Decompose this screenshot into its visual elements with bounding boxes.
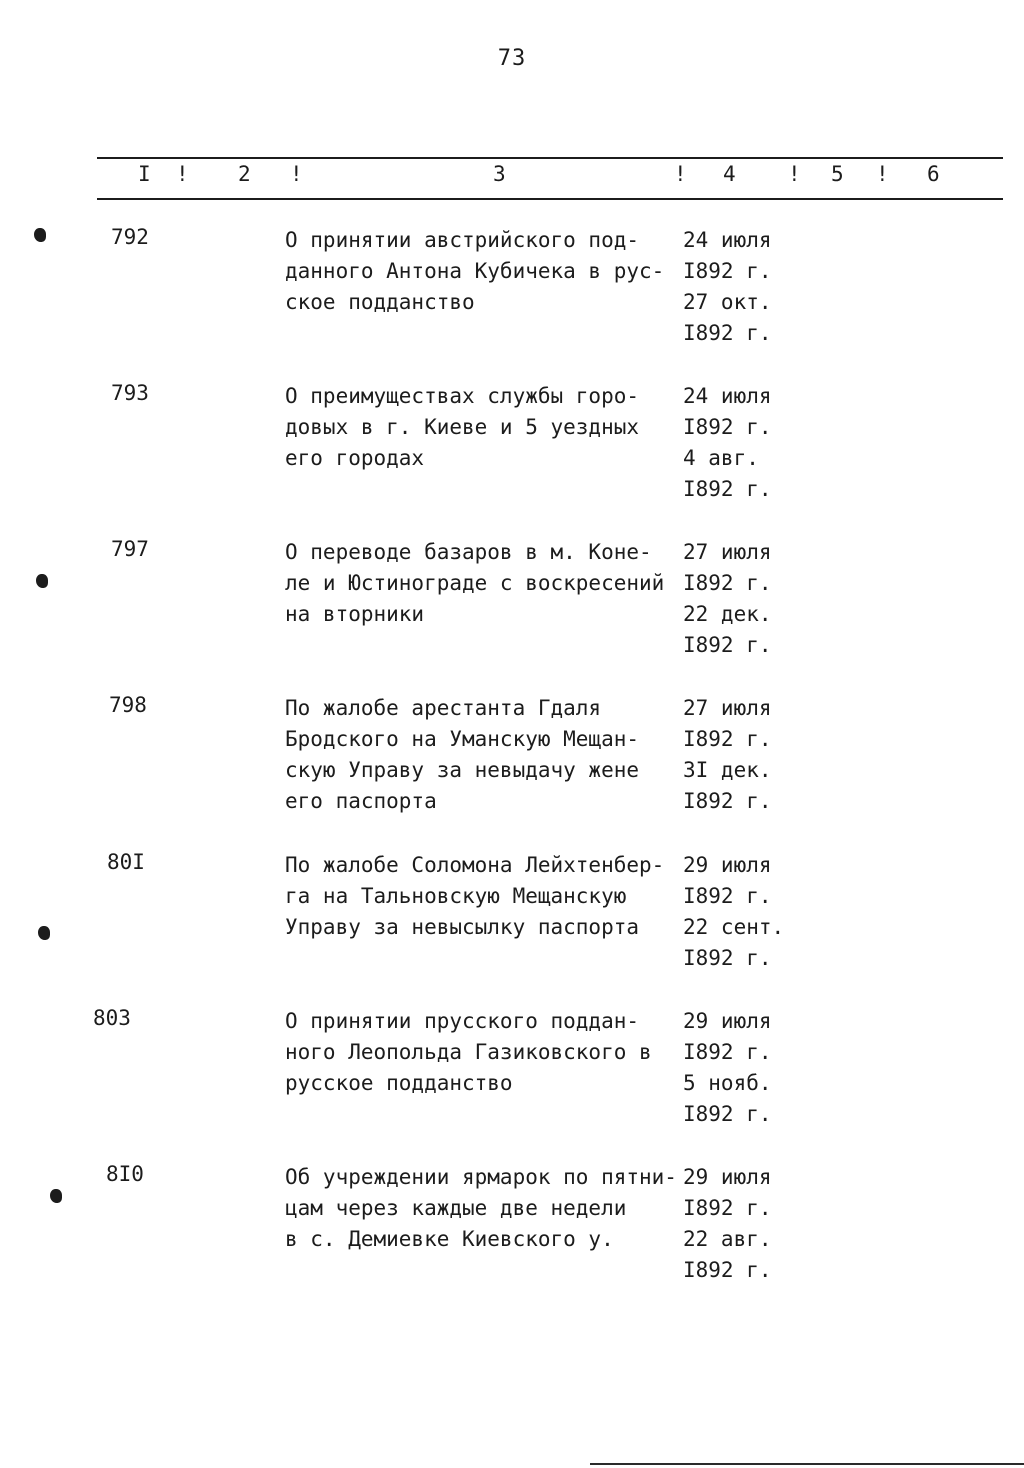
- record-title: О принятии австрийского под- данного Антона Кубичека в рус- ское подданство: [285, 228, 665, 314]
- end-date: 22 сент.: [683, 915, 785, 939]
- start-date: 27 июля: [683, 696, 772, 720]
- end-year: I892 г.: [683, 477, 772, 501]
- end-year: I892 г.: [683, 1258, 772, 1282]
- header-col-1: I: [138, 162, 151, 186]
- header-separator: !: [290, 162, 303, 186]
- record-title: О переводе базаров в м. Коне- ле и Юстинограде с воскресений на вторники: [285, 540, 665, 626]
- table-top-rule: [97, 157, 1003, 159]
- end-year: I892 г.: [683, 321, 772, 345]
- record-number: 803: [93, 1006, 131, 1030]
- start-year: I892 г.: [683, 415, 772, 439]
- record-number: 798: [109, 693, 147, 717]
- record-number: 792: [111, 225, 149, 249]
- record-dates: [683, 381, 813, 505]
- end-date: 5 нояб.: [683, 1071, 772, 1095]
- header-col-2: 2: [238, 162, 251, 186]
- end-date: 22 дек.: [683, 602, 772, 626]
- record-dates: [683, 225, 813, 349]
- end-year: I892 г.: [683, 1102, 772, 1126]
- start-year: I892 г.: [683, 727, 772, 751]
- start-date: 24 июля: [683, 228, 772, 252]
- header-separator: !: [176, 162, 189, 186]
- punch-hole-mark: [38, 926, 50, 940]
- header-col-5: 5: [831, 162, 844, 186]
- punch-hole-mark: [34, 228, 46, 242]
- page-number: 73: [497, 46, 527, 71]
- record-dates: [683, 693, 813, 817]
- header-separator: !: [674, 162, 687, 186]
- record-dates: [683, 850, 813, 974]
- start-year: I892 г.: [683, 1040, 772, 1064]
- start-year: I892 г.: [683, 259, 772, 283]
- start-date: 29 июля: [683, 1165, 772, 1189]
- start-date: 29 июля: [683, 853, 772, 877]
- header-separator: !: [788, 162, 801, 186]
- record-title: О преимуществах службы горо- довых в г. Киеве и 5 уездных его городах: [285, 384, 640, 470]
- punch-hole-mark: [36, 574, 48, 588]
- record-dates: [683, 1006, 813, 1130]
- record-dates: [683, 537, 813, 661]
- end-date: 3I дек.: [683, 758, 772, 782]
- end-date: 4 авг.: [683, 446, 759, 470]
- record-number: 793: [111, 381, 149, 405]
- header-col-6: 6: [927, 162, 940, 186]
- start-year: I892 г.: [683, 1196, 772, 1220]
- record-title: Об учреждении ярмарок по пятни- цам через каждые две недели в с. Демиевке Киевского у.: [285, 1165, 677, 1251]
- table-header-rule: [97, 198, 1003, 200]
- record-number: 797: [111, 537, 149, 561]
- punch-hole-mark: [50, 1189, 62, 1203]
- start-date: 27 июля: [683, 540, 772, 564]
- start-year: I892 г.: [683, 571, 772, 595]
- start-date: 24 июля: [683, 384, 772, 408]
- table-header-row: [0, 162, 1024, 192]
- end-year: I892 г.: [683, 633, 772, 657]
- record-number: 80I: [107, 850, 145, 874]
- header-col-4: 4: [723, 162, 736, 186]
- end-year: I892 г.: [683, 789, 772, 813]
- record-title: По жалобе арестанта Гдаля Бродского на Уманскую Мещан- скую Управу за невыдачу жене его паспорта: [285, 696, 640, 813]
- end-year: I892 г.: [683, 946, 772, 970]
- header-col-3: 3: [493, 162, 506, 186]
- record-title: О принятии прусского поддан- ного Леопольда Газиковского в русское подданство: [285, 1009, 652, 1095]
- bottom-edge-line: [590, 1463, 1024, 1465]
- start-date: 29 июля: [683, 1009, 772, 1033]
- start-year: I892 г.: [683, 884, 772, 908]
- end-date: 22 авг.: [683, 1227, 772, 1251]
- record-title: По жалобе Соломона Лейхтенбер- га на Тальновскую Мещанскую Управу за невысылку паспорта: [285, 853, 665, 939]
- end-date: 27 окт.: [683, 290, 772, 314]
- header-separator: !: [876, 162, 889, 186]
- record-number: 8I0: [106, 1162, 144, 1186]
- record-dates: [683, 1162, 813, 1286]
